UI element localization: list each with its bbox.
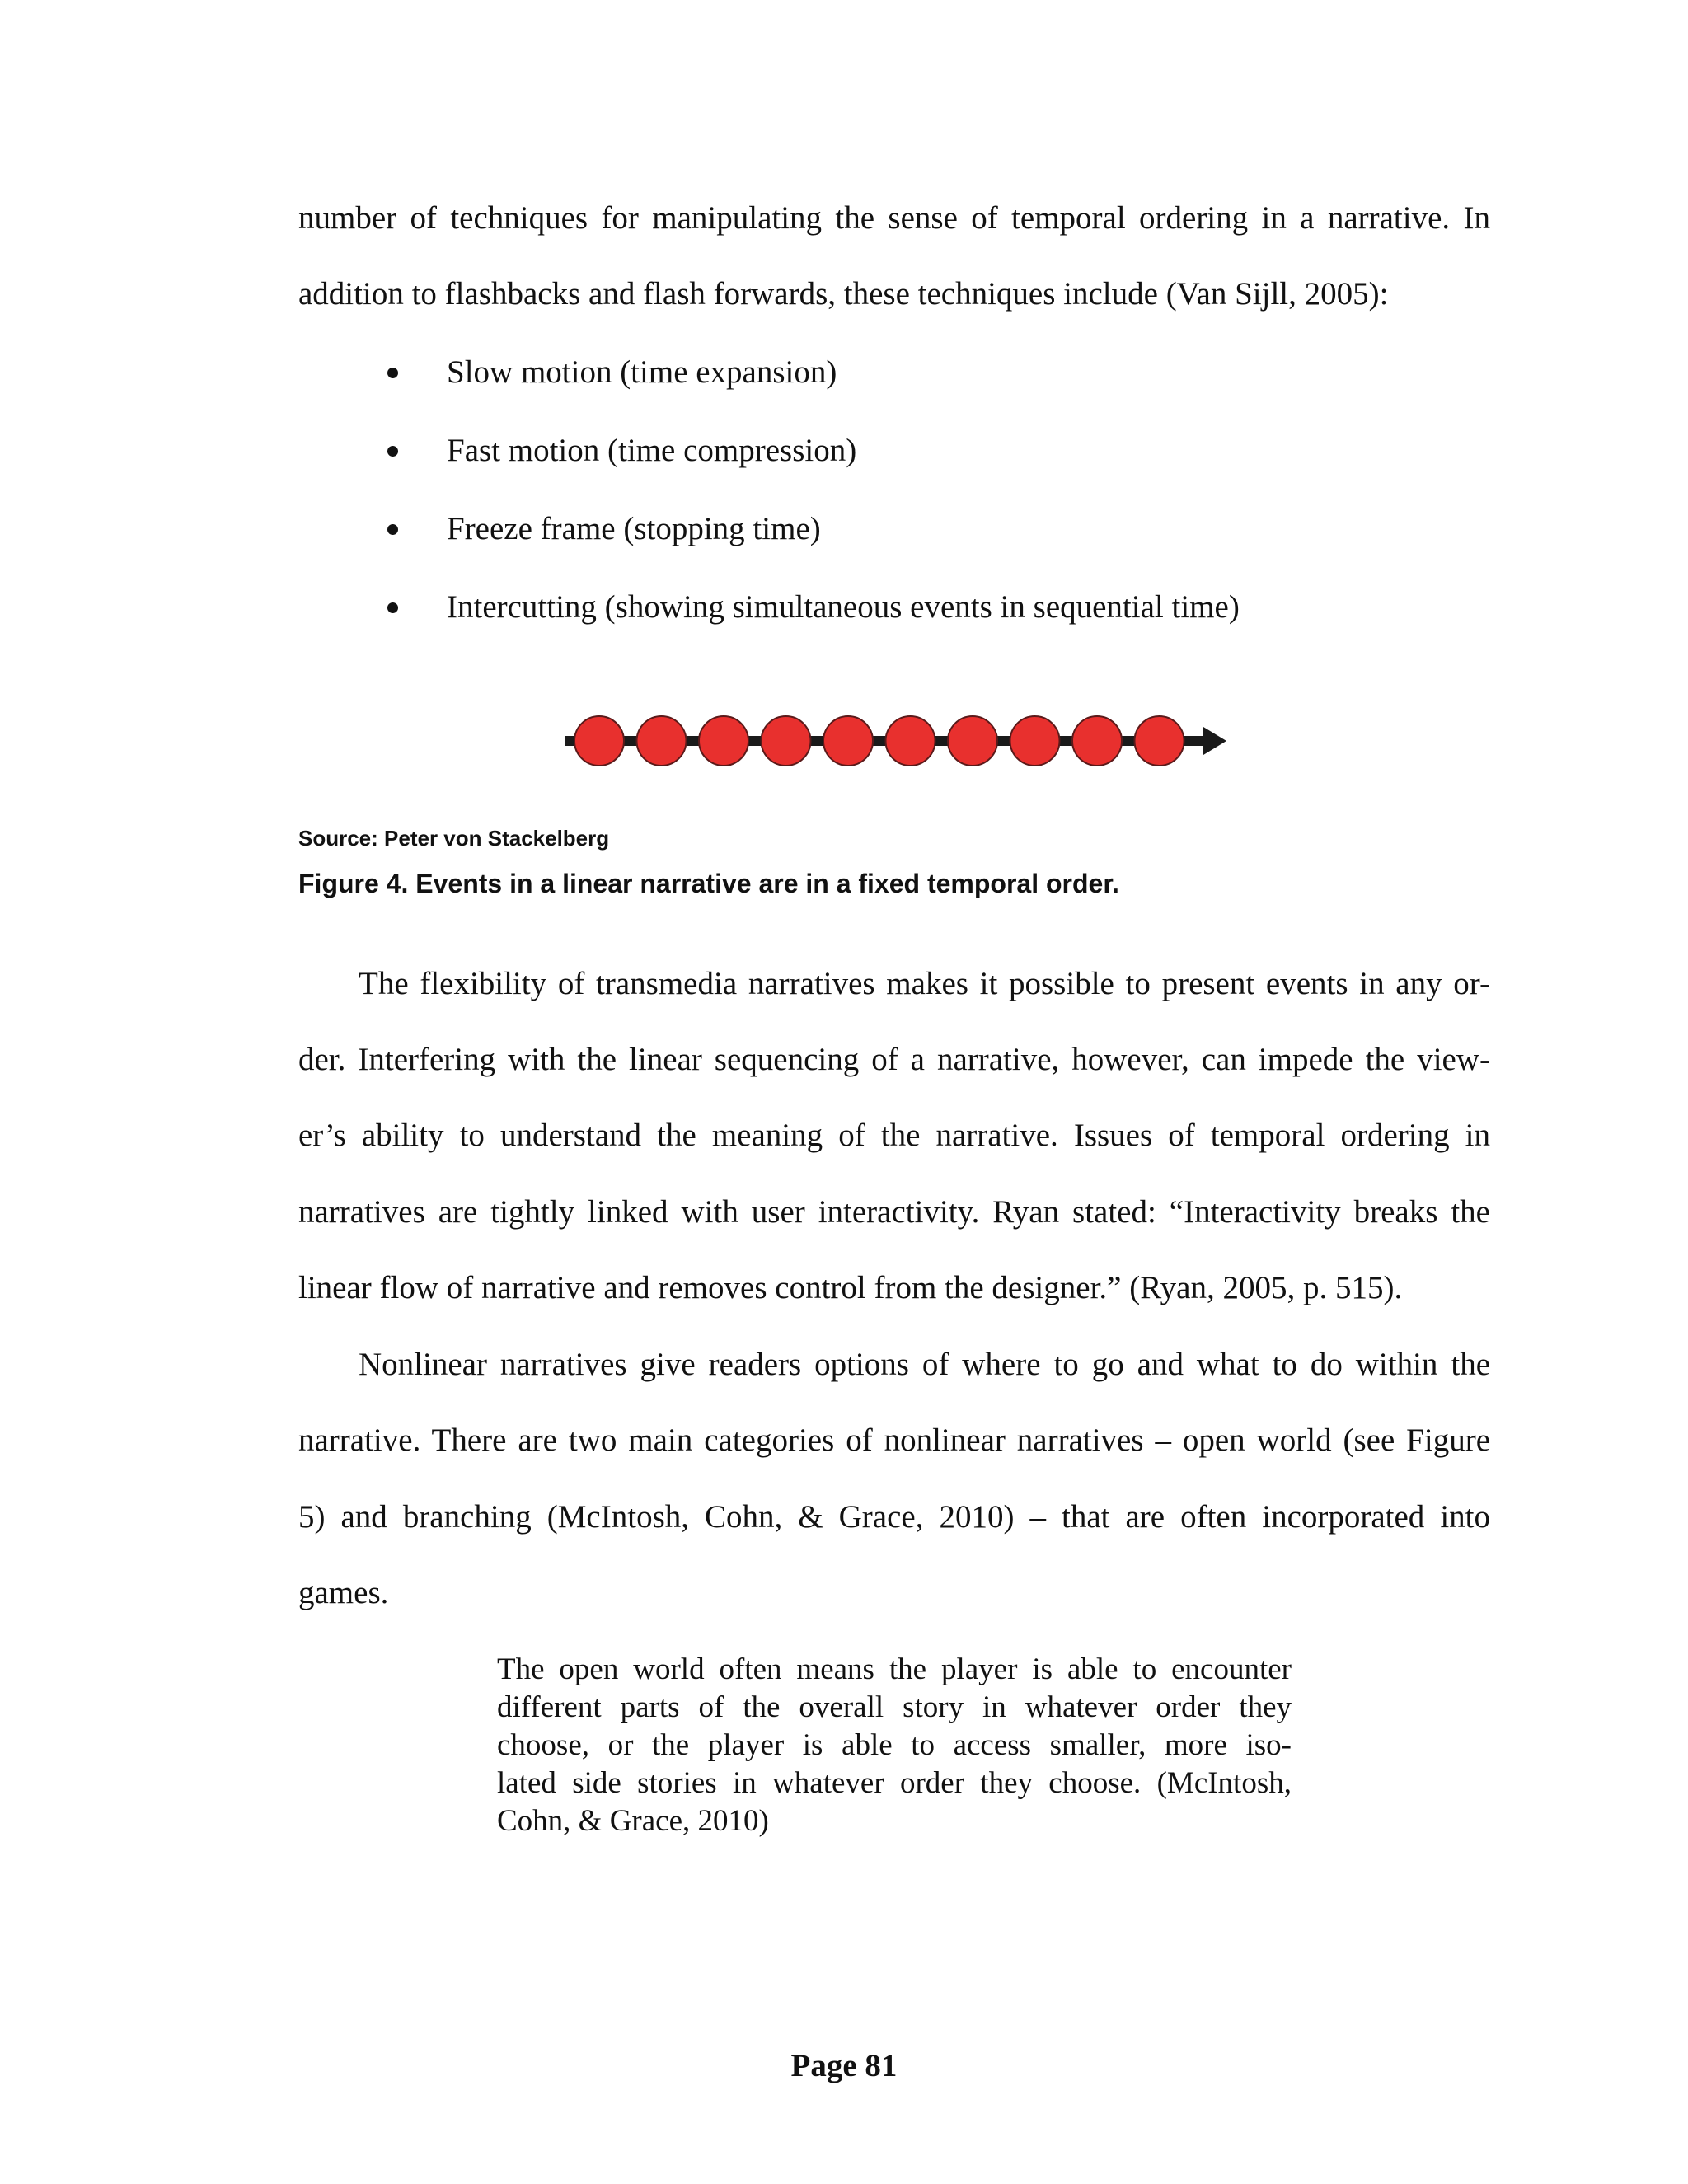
paragraph-line: er’s ability to understand the meaning of the narrative. Issues of temporal ordering in xyxy=(298,1118,1490,1153)
linear-timeline-figure xyxy=(560,710,1236,771)
paragraph-line: 5) and branching (McIntosh, Cohn, & Grace, 2010) – that are often incorporated into xyxy=(298,1499,1490,1535)
figure-source: Source: Peter von Stackelberg xyxy=(298,826,610,851)
block-quote-line: lated side stories in whatever order they choose. (McIntosh, xyxy=(497,1766,1292,1800)
event-circle xyxy=(1135,716,1184,766)
timeline-arrowhead xyxy=(1203,727,1226,755)
paragraph-line: addition to flashbacks and flash forwards, these techniques include (Van Sijll, 2005): xyxy=(298,276,1389,312)
paragraph-line: der. Interfering with the linear sequencing of a narrative, however, can impede the view- xyxy=(298,1042,1490,1077)
paragraph-line: linear flow of narrative and removes control from the designer.” (Ryan, 2005, p. 515). xyxy=(298,1270,1403,1305)
paragraph-line: narrative. There are two main categories of nonlinear narratives – open world (see Figure xyxy=(298,1422,1490,1458)
paragraph-line: The flexibility of transmedia narratives makes it possible to present events in any or- xyxy=(359,966,1490,1001)
bullet-dot-icon xyxy=(387,602,398,613)
paragraph-line: number of techniques for manipulating the sense of temporal ordering in a narrative. In xyxy=(298,200,1490,236)
event-circle xyxy=(1072,716,1122,766)
bullet-text: Freeze frame (stopping time) xyxy=(447,511,821,546)
event-circle xyxy=(574,716,624,766)
bullet-dot-icon xyxy=(387,524,398,535)
paragraph-line: games. xyxy=(298,1575,389,1610)
event-circle xyxy=(823,716,873,766)
event-circle xyxy=(1010,716,1060,766)
bullet-text: Slow motion (time expansion) xyxy=(447,354,837,390)
block-quote-line: The open world often means the player is able to encounter xyxy=(497,1652,1292,1686)
page-number: Page 81 xyxy=(790,2048,898,2083)
event-circle xyxy=(948,716,997,766)
figure-caption: Figure 4. Events in a linear narrative are in a fixed temporal order. xyxy=(298,869,1119,898)
bullet-dot-icon xyxy=(387,446,398,457)
block-quote-line: different parts of the overall story in whatever order they xyxy=(497,1690,1292,1724)
event-circle xyxy=(637,716,687,766)
paragraph-line: narratives are tightly linked with user interactivity. Ryan stated: “Interactivity breaks the xyxy=(298,1194,1490,1230)
block-quote-line: choose, or the player is able to access smaller, more iso- xyxy=(497,1728,1292,1762)
event-circle xyxy=(886,716,935,766)
bullet-text: Intercutting (showing simultaneous events in sequential time) xyxy=(447,589,1240,625)
bullet-dot-icon xyxy=(387,368,398,378)
paragraph-line: Nonlinear narratives give readers options of where to go and what to do within the xyxy=(359,1347,1490,1382)
bullet-text: Fast motion (time compression) xyxy=(447,433,857,468)
event-circle xyxy=(762,716,811,766)
block-quote-line: Cohn, & Grace, 2010) xyxy=(497,1804,769,1838)
event-circle xyxy=(699,716,748,766)
